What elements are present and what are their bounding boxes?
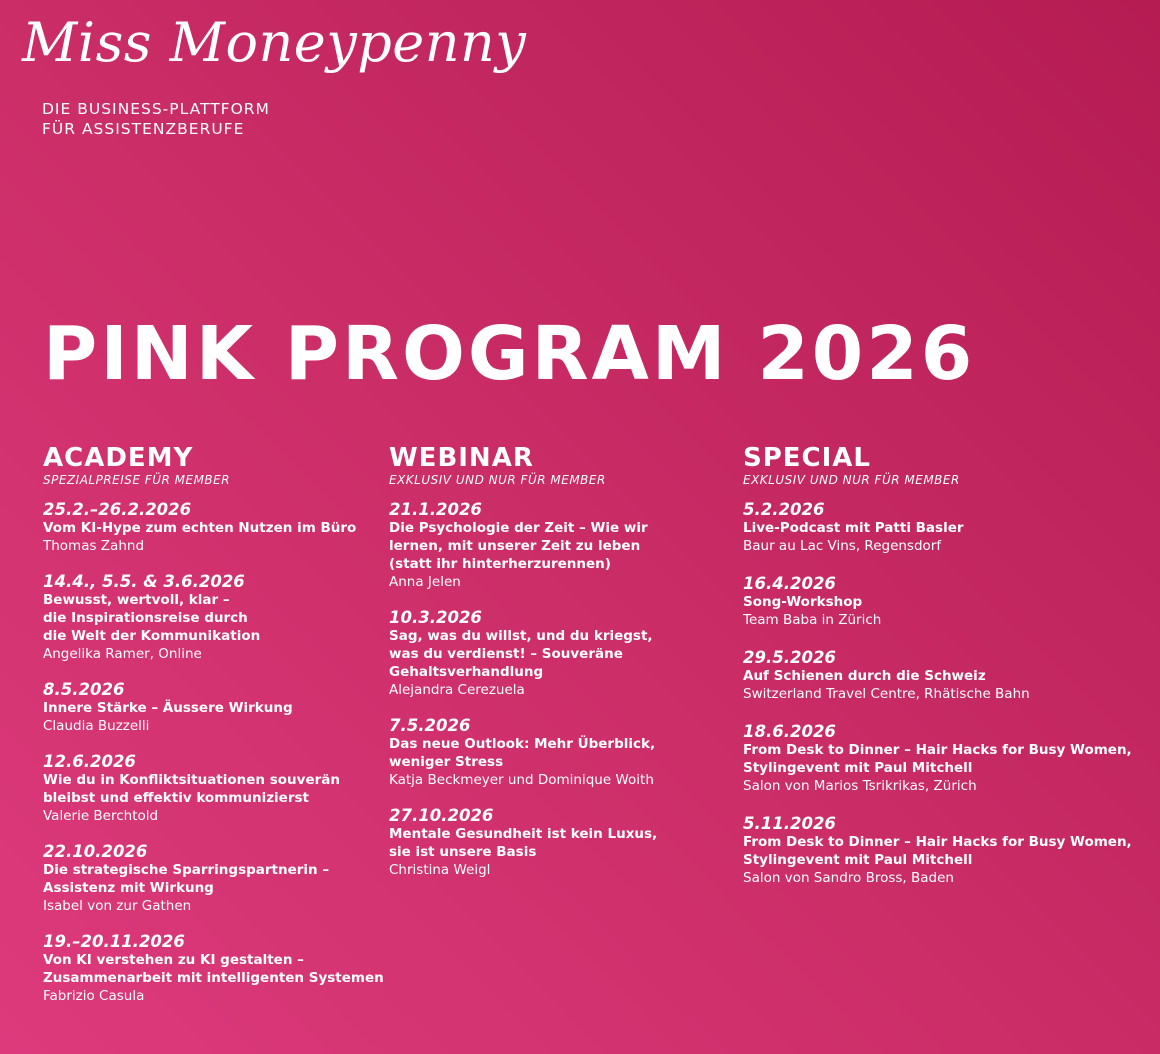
event-title: From Desk to Dinner – Hair Hacks for Busy Women, Stylingevent mit Paul Mitchell bbox=[743, 742, 1132, 776]
event-speaker: Valerie Berchtold bbox=[43, 808, 159, 824]
event-item bbox=[743, 500, 1153, 555]
event-date: 18.6.2026 bbox=[743, 722, 836, 741]
event-title: Song-Workshop bbox=[743, 594, 863, 610]
event-item bbox=[43, 572, 388, 663]
event-item bbox=[43, 752, 388, 825]
event-title: Sag, was du willst, und du kriegst, was du verdienst! – Souveräne Gehaltsverhandlung bbox=[389, 628, 653, 680]
column-title: WEBINAR bbox=[389, 443, 534, 473]
event-item bbox=[389, 716, 734, 789]
event-item bbox=[43, 500, 388, 555]
event-date: 25.2.–26.2.2026 bbox=[43, 500, 192, 519]
event-date: 21.1.2026 bbox=[389, 500, 482, 519]
event-title: Wie du in Konfliktsituationen souverän bleibst und effektiv kommunizierst bbox=[43, 772, 340, 806]
event-title: Innere Stärke – Äussere Wirkung bbox=[43, 700, 293, 716]
event-speaker: Isabel von zur Gathen bbox=[43, 898, 192, 914]
event-date: 10.3.2026 bbox=[389, 608, 482, 627]
event-speaker: Claudia Buzzelli bbox=[43, 718, 150, 734]
event-title: Live-Podcast mit Patti Basler bbox=[743, 520, 964, 536]
event-item bbox=[43, 932, 388, 1005]
event-speaker: Switzerland Travel Centre, Rhätische Bahn bbox=[743, 686, 1030, 702]
event-speaker: Thomas Zahnd bbox=[43, 538, 145, 554]
event-date: 22.10.2026 bbox=[43, 842, 148, 861]
column-academy bbox=[43, 443, 388, 1022]
event-date: 8.5.2026 bbox=[43, 680, 125, 699]
event-item bbox=[389, 500, 734, 591]
event-speaker: Angelika Ramer, Online bbox=[43, 646, 202, 662]
event-date: 12.6.2026 bbox=[43, 752, 136, 771]
column-subtitle: SPEZIALPREISE FÜR MEMBER bbox=[43, 473, 231, 487]
event-speaker: Christina Weigl bbox=[389, 862, 491, 878]
logo-tagline-line2: FÜR ASSISTENZBERUFE bbox=[42, 120, 245, 138]
event-speaker: Fabrizio Casula bbox=[43, 988, 145, 1004]
event-title: Auf Schienen durch die Schweiz bbox=[743, 668, 986, 684]
event-title: Das neue Outlook: Mehr Überblick, weniger Stress bbox=[389, 736, 656, 770]
event-date: 27.10.2026 bbox=[389, 806, 494, 825]
event-title: Die Psychologie der Zeit – Wie wir lernen, mit unserer Zeit zu leben (statt ihr hinterherzurennen) bbox=[389, 520, 648, 572]
event-date: 16.4.2026 bbox=[743, 574, 836, 593]
event-date: 5.11.2026 bbox=[743, 814, 836, 833]
event-title: Mentale Gesundheit ist kein Luxus, sie ist unsere Basis bbox=[389, 826, 658, 860]
event-item bbox=[389, 608, 734, 699]
event-title: Die strategische Sparringspartnerin – Assistenz mit Wirkung bbox=[43, 862, 330, 896]
column-special bbox=[743, 443, 1153, 906]
event-speaker: Baur au Lac Vins, Regensdorf bbox=[743, 538, 942, 554]
event-item bbox=[743, 574, 1153, 629]
event-date: 19.–20.11.2026 bbox=[43, 932, 185, 951]
column-title: ACADEMY bbox=[43, 443, 194, 473]
event-date: 5.2.2026 bbox=[743, 500, 825, 519]
event-title: Von KI verstehen zu KI gestalten – Zusammenarbeit mit intelligenten Systemen bbox=[43, 952, 384, 986]
column-webinar bbox=[389, 443, 734, 896]
event-title: Bewusst, wertvoll, klar – die Inspirationsreise durch die Welt der Kommunikation bbox=[43, 592, 261, 644]
column-subtitle: EXKLUSIV UND NUR FÜR MEMBER bbox=[743, 473, 960, 487]
event-item bbox=[43, 680, 388, 735]
event-speaker: Alejandra Cerezuela bbox=[389, 682, 525, 698]
event-speaker: Katja Beckmeyer und Dominique Woith bbox=[389, 772, 654, 788]
logo-wordmark: Miss Moneypenny bbox=[22, 11, 527, 74]
event-item bbox=[743, 814, 1153, 887]
event-item bbox=[43, 842, 388, 915]
column-title: SPECIAL bbox=[743, 443, 871, 473]
event-speaker: Salon von Marios Tsrikrikas, Zürich bbox=[743, 778, 977, 794]
event-speaker: Salon von Sandro Bross, Baden bbox=[743, 870, 954, 886]
column-subtitle: EXKLUSIV UND NUR FÜR MEMBER bbox=[389, 473, 606, 487]
event-item bbox=[389, 806, 734, 879]
event-date: 14.4., 5.5. & 3.6.2026 bbox=[43, 572, 245, 591]
event-date: 7.5.2026 bbox=[389, 716, 471, 735]
logo-tagline-line1: DIE BUSINESS-PLATTFORM bbox=[42, 100, 270, 118]
event-speaker: Team Baba in Zürich bbox=[743, 612, 882, 628]
logo bbox=[22, 10, 526, 139]
event-speaker: Anna Jelen bbox=[389, 574, 461, 590]
event-date: 29.5.2026 bbox=[743, 648, 836, 667]
event-title: Vom KI-Hype zum echten Nutzen im Büro bbox=[43, 520, 357, 536]
event-item bbox=[743, 722, 1153, 795]
page-title: PINK PROGRAM 2026 bbox=[43, 311, 976, 397]
event-item bbox=[743, 648, 1153, 703]
logo-tagline bbox=[42, 99, 526, 139]
event-title: From Desk to Dinner – Hair Hacks for Busy Women, Stylingevent mit Paul Mitchell bbox=[743, 834, 1132, 868]
